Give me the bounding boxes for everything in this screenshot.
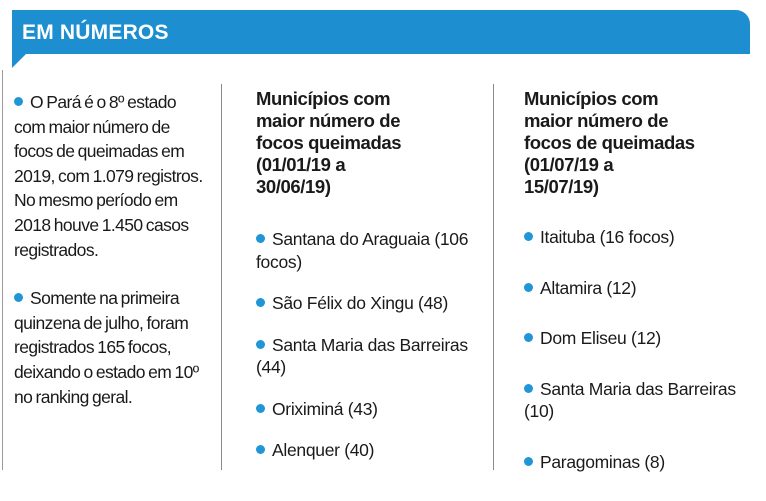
fact-paragraph — [14, 286, 204, 409]
list-item: Itaituba (16 focos) — [524, 226, 754, 249]
bullet-icon — [256, 445, 265, 454]
bullet-icon — [524, 384, 533, 393]
municipality-list — [256, 228, 486, 462]
bullet-icon — [256, 340, 265, 349]
fact-paragraph — [14, 90, 204, 262]
facts-column — [14, 90, 204, 433]
list-item: Dom Eliseu (12) — [524, 327, 754, 350]
bullet-icon — [256, 234, 265, 243]
list-item: Santa Maria das Barreiras (44) — [256, 334, 468, 377]
column-heading: Municípios com maior número de focos de queimadas (01/07/19 a 15/07/19) — [524, 88, 695, 197]
column-divider-2 — [493, 84, 494, 470]
first-semester-column — [256, 88, 486, 481]
list-item: Oriximiná (43) — [256, 398, 486, 421]
fact-text: O Pará é o 8º estado com maior número de focos de queimadas em 2019, com 1.079 registros. No mesmo período em 2018 houve 1.450 casos registrados. — [14, 92, 203, 260]
fact-text: Somente na primeira quinzena de julho, foram registrados 165 focos, deixando o estado em 10º no ranking geral. — [14, 288, 199, 407]
bullet-icon — [256, 404, 265, 413]
list-item: Santana do Araguaia (106 focos) — [256, 229, 469, 272]
bullet-icon — [14, 293, 23, 302]
bullet-icon — [256, 298, 265, 307]
bullet-icon — [524, 283, 533, 292]
bullet-icon — [14, 97, 23, 106]
bullet-icon — [524, 232, 533, 241]
list-item: Altamira (12) — [524, 277, 754, 300]
header-notch — [12, 54, 26, 68]
bullet-icon — [524, 457, 533, 466]
section-title: EM NÚMEROS — [22, 21, 169, 44]
column-heading: Municípios com maior número de focos queimadas (01/01/19 a 30/06/19) — [256, 88, 402, 197]
left-rule — [2, 70, 3, 470]
list-item: Paragominas (8) — [524, 451, 754, 474]
list-item: Alenquer (40) — [256, 439, 486, 462]
list-item: Santa Maria das Barreiras (10) — [524, 378, 736, 421]
municipality-list — [524, 226, 754, 473]
july-column — [524, 88, 754, 501]
bullet-icon — [524, 333, 533, 342]
column-divider-1 — [221, 84, 222, 470]
list-item: São Félix do Xingu (48) — [256, 292, 486, 315]
